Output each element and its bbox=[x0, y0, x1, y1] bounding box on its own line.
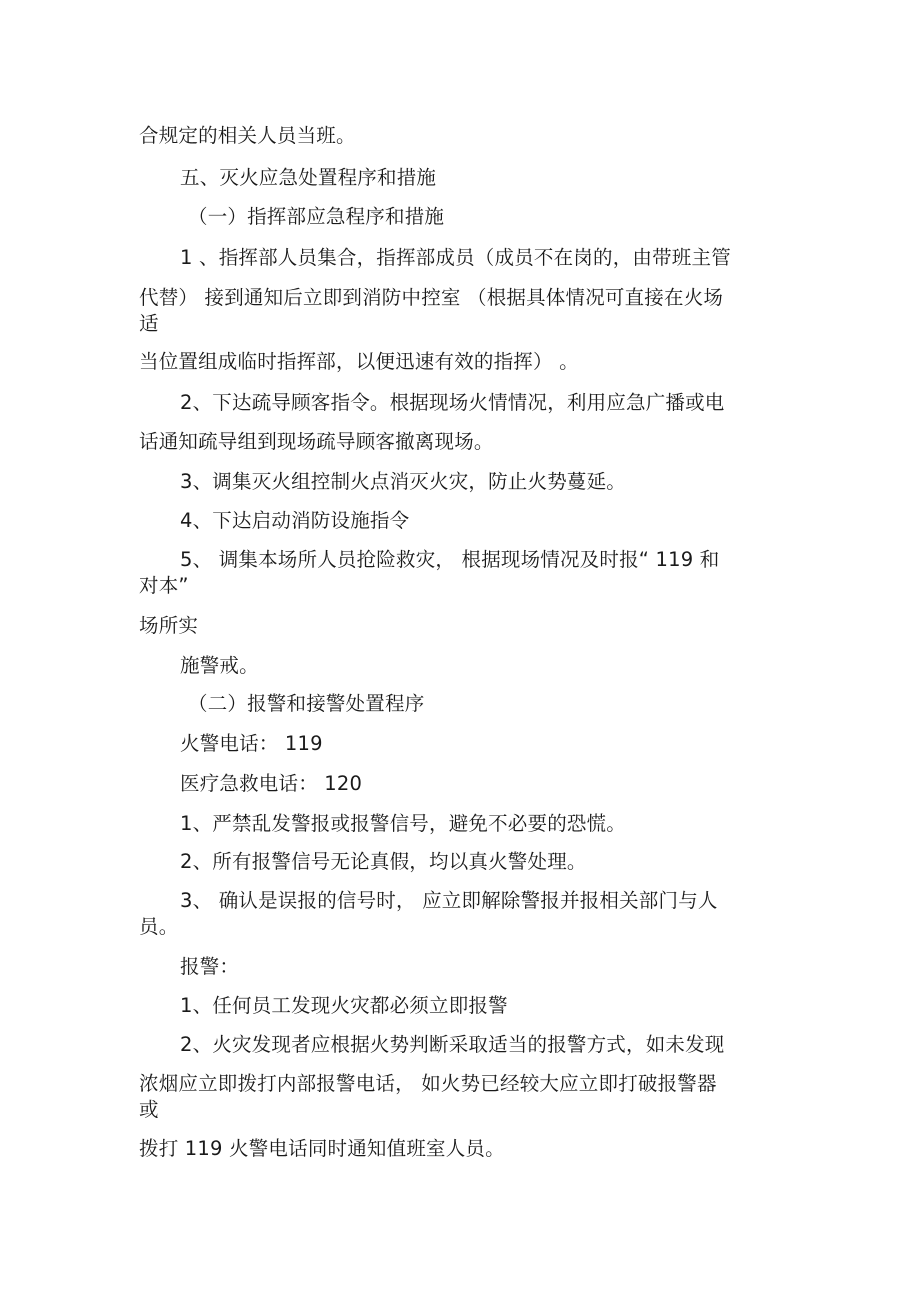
text-line: 代替） 接到通知后立即到消防中控室 （根据具体情况可直接在火场 bbox=[139, 286, 724, 309]
text-line: 2、火灾发现者应根据火势判断采取适当的报警方式，如未发现 bbox=[180, 1033, 725, 1056]
text-line: 2、下达疏导顾客指令。根据现场火情情况，利用应急广播或电 bbox=[180, 391, 725, 414]
text-line: 2、所有报警信号无论真假，均以真火警处理。 bbox=[180, 850, 587, 873]
text-line: 施警戒。 bbox=[180, 654, 259, 677]
section-heading: 五、灭火应急处置程序和措施 bbox=[180, 166, 437, 189]
text-line: 5、 调集本场所人员抢险救灾， 根据现场情况及时报“ 119 和 bbox=[180, 548, 720, 571]
text-line: 1、严禁乱发警报或报警信号，避免不必要的恐慌。 bbox=[180, 812, 627, 835]
text-line: 员。 bbox=[139, 915, 179, 938]
text-line: 适 bbox=[139, 312, 159, 335]
text-line: 4、下达启动消防设施指令 bbox=[180, 509, 410, 532]
text-line: 当位置组成临时指挥部，以便迅速有效的指挥） 。 bbox=[139, 350, 579, 373]
medical-phone-line: 医疗急救电话： 120 bbox=[180, 772, 363, 795]
text-line: 1 、指挥部人员集合，指挥部成员（成员不在岗的，由带班主管 bbox=[180, 246, 731, 269]
text-line: 1、任何员工发现火灾都必须立即报警 bbox=[180, 994, 508, 1017]
subsection-heading: （二）报警和接警处置程序 bbox=[188, 692, 425, 715]
text-line: 对本” bbox=[139, 574, 189, 597]
text-line: 3、 确认是误报的信号时， 应立即解除警报并报相关部门与人 bbox=[180, 889, 718, 912]
text-line: 场所实 bbox=[139, 614, 199, 637]
text-line: 拨打 119 火警电话同时通知值班室人员。 bbox=[139, 1137, 505, 1160]
fire-phone-line: 火警电话： 119 bbox=[180, 732, 323, 755]
text-line: 3、调集灭火组控制火点消灭火灾，防止火势蔓延。 bbox=[180, 470, 627, 493]
subsection-heading: （一）指挥部应急程序和措施 bbox=[188, 205, 445, 228]
text-line: 浓烟应立即拨打内部报警电话， 如火势已经较大应立即打破报警器 bbox=[139, 1072, 717, 1095]
text-line: 合规定的相关人员当班。 bbox=[139, 124, 356, 147]
text-line: 话通知疏导组到现场疏导顾客撤离现场。 bbox=[139, 430, 494, 453]
text-line: 或 bbox=[139, 1098, 159, 1121]
text-line: 报警： bbox=[180, 955, 240, 978]
